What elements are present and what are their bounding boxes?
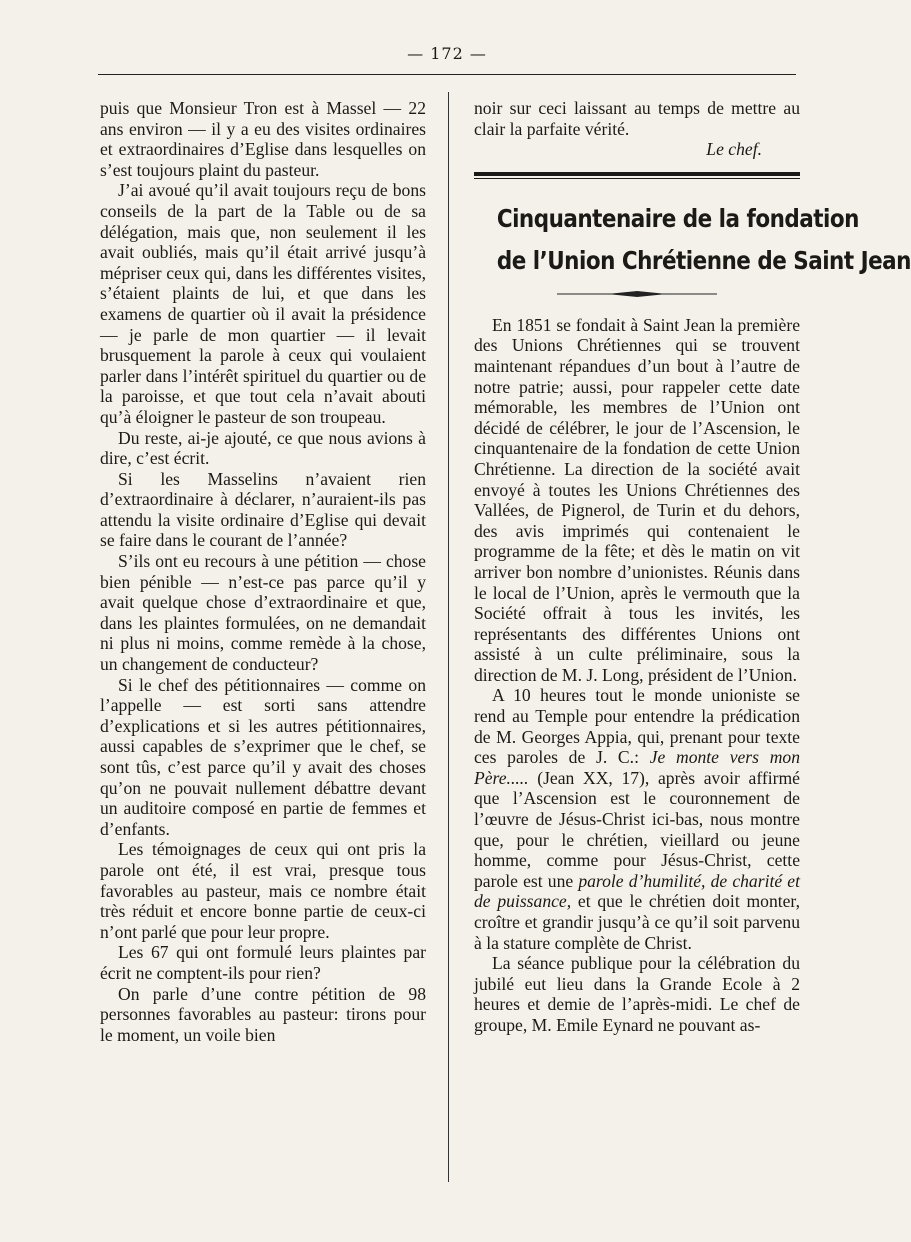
left-paragraph-5: S’ils ont eu recours à une pétition — chose bien pénible — n’est-ce pas parce qu’il y avait quelque chose d’extraordinaire et que, dans les plaintes formulées, on ne demandait ni plus ni moins, comme remède à la chose, un changement de conducteur? bbox=[100, 551, 426, 675]
article-title-line-1: Cinquantenaire de la fondation bbox=[496, 203, 859, 233]
column-divider bbox=[448, 92, 449, 1182]
article-paragraph-1: En 1851 se fondait à Saint Jean la première des Unions Chrétiennes qui se trouvent maintenant répandues d’un bout à l’autre de notre patrie; aussi, pour rappeler cette date mémorable, les membres de l’Union ont décidé de célébrer, le jour de l’Ascension, le cinquantenaire de la fondation de cette Union Chrétienne. La direction de la société avait envoyé à toutes les Unions Chrétiennes des Vallées, de Pignerol, de Turin et du dehors, des avis imprimés qui contenaient le programme de la fête; et dès le matin on vit arriver bon nombre d’unionistes. Réunis dans le local de l’Union, après le vermouth que la Société offrait à tous les invités, les représentants des différentes Unions ont assisté à un culte préliminaire, sous la direction de M. J. Long, président de l’Union. bbox=[474, 314, 800, 685]
left-paragraph-6: Si le chef des pétitionnaires — comme on l’appelle — est sorti sans attendre d’explications et si les autres pétitionnaires, aussi capables de s’exprimer que le chef, se sont tûs, c’est parce qu’il y avait des choses qu’on ne pouvait nullement débattre devant un auditoire composé en partie de femmes et d’enfants. bbox=[100, 674, 426, 839]
p2-text-a: A 10 heures tout le monde unioniste se rend au Temple pour entendre la prédication de M. Georges Appia, qui, prenant pour texte ces paroles de J. C.: bbox=[474, 685, 800, 768]
p2-text-b: (Jean XX, 17), après avoir affirmé que l’Ascension est le couronnement de l’œuvre de Jésus-Christ ici-bas, nous montre que, pour le chrétien, vieillard ou jeune homme, comme pour Jésus-Christ, cette parole est une bbox=[474, 767, 800, 891]
article-paragraph-3: La séance publique pour la célébration du jubilé eut lieu dans la Grande Ecole à 2 heures et demie de l’après-midi. Le chef de groupe, M. Emile Eynard ne pouvant as- bbox=[474, 953, 800, 1035]
left-column bbox=[100, 98, 426, 1045]
page-number-header: — 172 — bbox=[407, 44, 487, 63]
continuation-text: noir sur ceci laissant au temps de mettre au clair la parfaite vérité. bbox=[474, 98, 800, 139]
left-paragraph-3: Du reste, ai-je ajouté, ce que nous avions à dire, c’est écrit. bbox=[100, 427, 426, 469]
left-paragraph-2: J’ai avoué qu’il avait toujours reçu de bons conseils de la part de la Table ou de sa délégation, mais que, non seulement il les avait oubliés, mais qu’il était arrivé jusqu’à mépriser ceux qui, dans les différentes visites, s’étaient plaints de lui, et que dans les examens de quartier où il avait la présidence — je parle de mon quartier — il levait brusquement la parole à ceux qui voulaient parler dans l’intérêt spirituel du quartier ou de la paroisse, et que tout cela n’avait abouti qu’à éloigner le pasteur de son troupeau. bbox=[100, 180, 426, 427]
ornament-divider bbox=[537, 289, 737, 299]
left-paragraph-4: Si les Masselins n’avaient rien d’extraordinaire à déclarer, n’auraient-ils pas attendu la visite ordinaire d’Eglise qui devait se faire dans le courant de l’année? bbox=[100, 468, 426, 551]
left-paragraph-7: Les témoignages de ceux qui ont pris la parole ont été, il est vrai, presque tous favorables au pasteur, mais ce nombre était très réduit et encore bonne partie de ceux-ci n’ont parlé que pour leur propre. bbox=[100, 839, 426, 942]
section-rule bbox=[474, 172, 800, 179]
signature: Le chef. bbox=[706, 139, 762, 160]
left-paragraph-8: Les 67 qui ont formulé leurs plaintes par écrit ne comptent-ils pour rien? bbox=[100, 942, 426, 983]
p2-quote: Je monte vers mon Père..... bbox=[474, 747, 801, 788]
right-column bbox=[474, 98, 911, 1036]
left-paragraph-1: puis que Monsieur Tron est à Massel — 22 ans environ — il y a eu des visites ordinaires et extraordinaires d’Eglise dans lesquelles on s’est toujours plaint du pasteur. bbox=[100, 98, 426, 180]
p2-text-c: et que le chrétien doit monter, croître et grandir jusqu’à ce qu’il soit parvenu à la stature complète de Christ. bbox=[474, 891, 800, 953]
p2-italic: parole d’humilité, de charité et de puissance, bbox=[474, 870, 800, 912]
left-paragraph-9: On parle d’une contre pétition de 98 personnes favorables au pasteur: tirons pour le moment, un voile bien bbox=[100, 983, 426, 1045]
article-paragraph-2 bbox=[474, 685, 800, 953]
article-title-line-2: de l’Union Chrétienne de Saint Jean bbox=[496, 245, 911, 275]
header-rule bbox=[98, 74, 796, 75]
article-body bbox=[474, 315, 800, 1036]
